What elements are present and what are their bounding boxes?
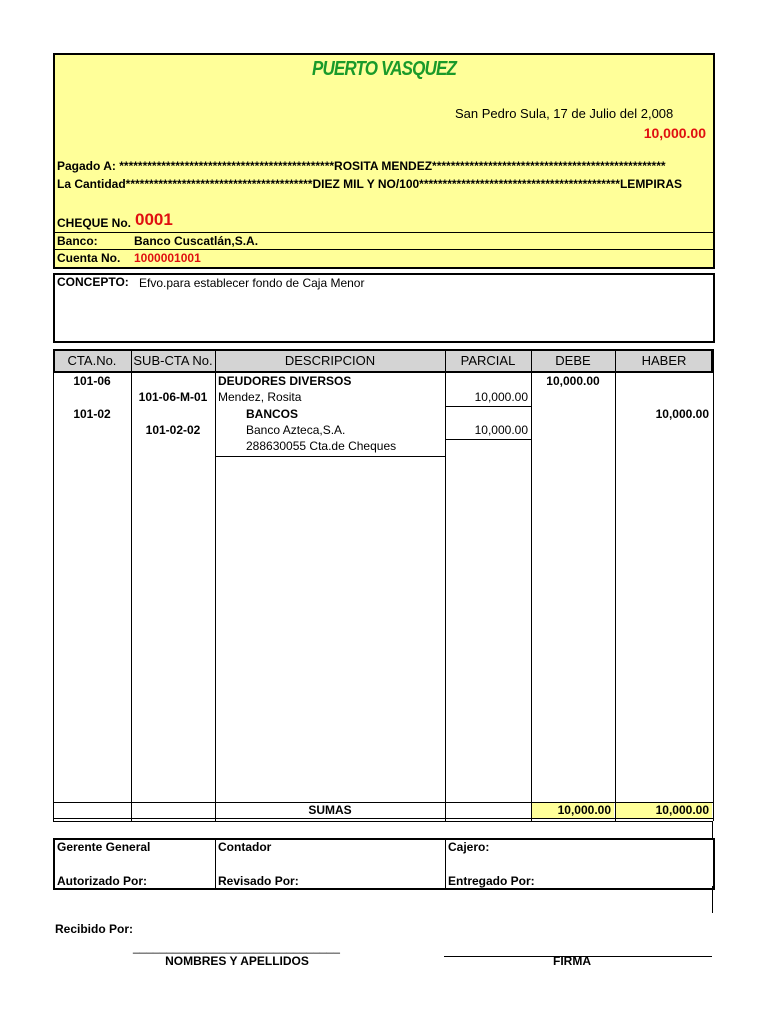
contador-label: Contador	[218, 840, 272, 854]
bank-label: Banco:	[57, 234, 98, 248]
total-debe: 10,000.00	[557, 803, 611, 817]
row-line	[445, 439, 531, 440]
column-header: CTA.No.	[67, 353, 117, 368]
column-line	[445, 840, 446, 888]
desc-cell: DEUDORES DIVERSOS	[218, 374, 352, 388]
paid-to: Pagado A: **********************************************ROSITA MENDEZ**************************************************	[57, 159, 666, 173]
subcta-cell: 101-06-M-01	[138, 390, 208, 404]
column-line	[531, 349, 532, 821]
account-value: 1000001001	[134, 251, 201, 265]
column-line	[215, 349, 216, 821]
column-line	[713, 349, 714, 821]
column-header: HABER	[641, 353, 687, 368]
margin-line	[712, 886, 713, 913]
cajero-label: Cajero:	[448, 840, 490, 854]
cta-cell: 101-06	[73, 374, 111, 388]
desc-cell: BANCOS	[246, 407, 299, 421]
row-line	[215, 456, 445, 457]
column-header: SUB-CTA No.	[133, 353, 213, 368]
column-header: PARCIAL	[460, 353, 516, 368]
parcial-cell: 10,000.00	[474, 390, 528, 404]
account-label: Cuenta No.	[57, 251, 121, 265]
firma-label: FIRMA	[553, 954, 591, 968]
place-date: San Pedro Sula, 17 de Julio del 2,008	[455, 106, 674, 121]
table-bottom-line	[53, 821, 713, 822]
signature-box	[53, 838, 715, 890]
cheque-label: CHEQUE No.	[57, 216, 132, 230]
cheque-amount: 10,000.00	[643, 125, 706, 141]
recibido-label: Recibido Por:	[55, 922, 134, 936]
desc-cell: 288630055 Cta.de Cheques	[246, 439, 397, 453]
total-haber: 10,000.00	[655, 803, 709, 817]
column-header: DEBE	[555, 353, 591, 368]
name-line: _______________________________	[133, 940, 340, 954]
cheque-number: 0001	[135, 210, 173, 229]
column-line	[445, 349, 446, 821]
entregado-label: Entregado Por:	[448, 874, 535, 888]
column-header: DESCRIPCION	[284, 353, 376, 368]
concepto-label: CONCEPTO:	[57, 275, 129, 289]
debe-cell: 10,000.00	[546, 374, 600, 388]
bank-value: Banco Cuscatlán,S.A.	[134, 234, 259, 248]
divider	[55, 249, 713, 250]
row-line	[445, 406, 531, 407]
desc-cell: Mendez, Rosita	[218, 390, 302, 404]
accounting-table	[53, 349, 713, 821]
subcta-cell: 101-02-02	[145, 423, 201, 437]
concepto-box	[53, 273, 715, 343]
margin-line	[712, 821, 713, 839]
company-name: PUERTO VASQUEZ	[312, 58, 456, 80]
totals-label: SUMAS	[308, 803, 352, 817]
cheque-header	[53, 53, 715, 269]
gerente-label: Gerente General	[57, 840, 151, 854]
nombres-label: NOMBRES Y APELLIDOS	[165, 954, 309, 968]
divider	[55, 232, 713, 233]
revisado-label: Revisado Por:	[218, 874, 299, 888]
column-line	[131, 349, 132, 821]
haber-cell: 10,000.00	[655, 407, 709, 421]
concepto-value: Efvo.para establecer fondo de Caja Menor	[139, 276, 365, 290]
desc-cell: Banco Azteca,S.A.	[246, 423, 346, 437]
cta-cell: 101-02	[73, 407, 111, 421]
amount-in-words: La Cantidad****************************************DIEZ MIL Y NO/100*******************************************LEMPIRAS	[57, 177, 682, 191]
column-line	[215, 840, 216, 888]
parcial-cell: 10,000.00	[474, 423, 528, 437]
table-bottom-line	[53, 818, 713, 819]
autorizado-label: Autorizado Por:	[57, 874, 147, 888]
